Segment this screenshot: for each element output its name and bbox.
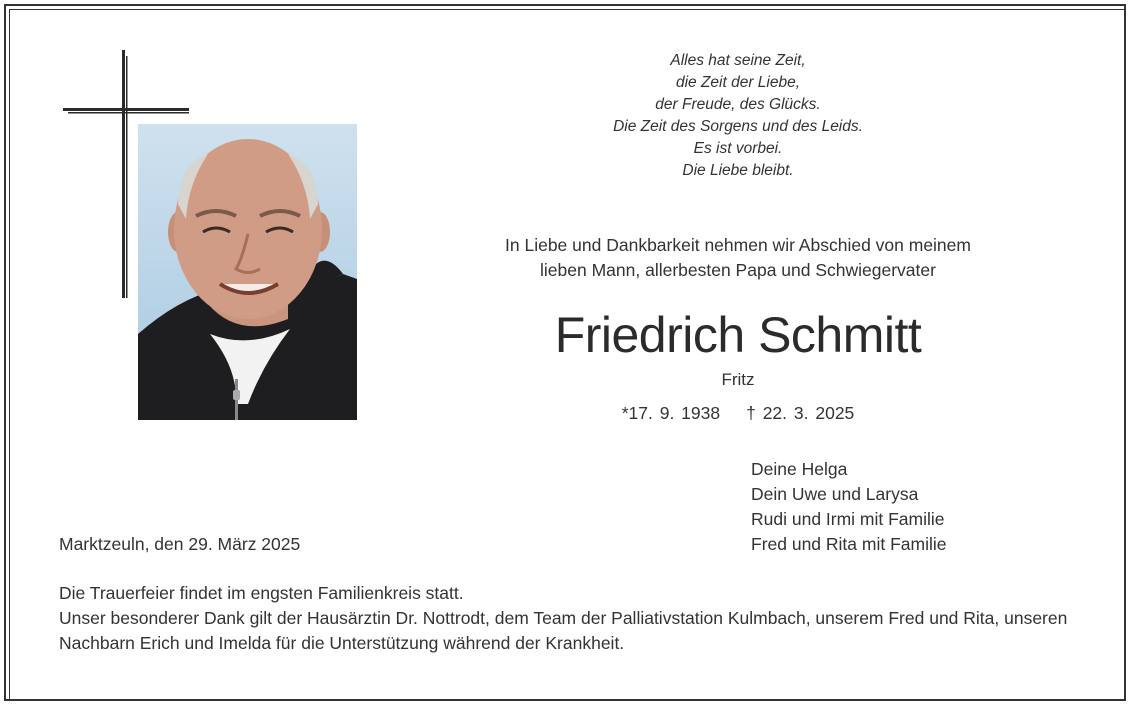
footer-text — [59, 581, 1099, 656]
portrait-illustration — [138, 124, 357, 420]
poem-line: der Freude, des Glücks. — [655, 96, 821, 113]
life-dates — [540, 401, 936, 425]
poem-line: die Zeit der Liebe, — [675, 74, 801, 91]
footer-line: Unser besonderer Dank gilt der Hausärztin Dr. Nottrodt, dem Team der Palliativstation Kulmbach, unserem Fred und Rita, unseren Nachbarn Erich und Imelda für die Unterstützung während der Krankheit. — [59, 608, 1068, 653]
deceased-name: Friedrich Schmitt — [554, 307, 922, 363]
intro-line: In Liebe und Dankbarkeit nehmen wir Abschied von meinem — [505, 235, 971, 255]
intro-text — [440, 233, 1036, 283]
mourner-item: Dein Uwe und Larysa — [751, 484, 919, 504]
mourner-item: Deine Helga — [751, 459, 848, 479]
mourner-item: Fred und Rita mit Familie — [751, 534, 947, 554]
mourners-list — [751, 457, 1081, 557]
portrait-photo — [138, 124, 357, 420]
birth-date: *17. 9. 1938 — [621, 403, 721, 423]
poem — [520, 50, 956, 182]
poem-line: Die Liebe bleibt. — [682, 162, 794, 179]
intro-line: lieben Mann, allerbesten Papa und Schwiegervater — [540, 260, 936, 280]
place-date: Marktzeuln, den 29. März 2025 — [59, 534, 301, 554]
deceased-nickname: Fritz — [721, 370, 755, 389]
mourner-item: Rudi und Irmi mit Familie — [751, 509, 945, 529]
poem-line: Alles hat seine Zeit, — [670, 52, 806, 69]
poem-line: Die Zeit des Sorgens und des Leids. — [613, 118, 863, 135]
footer-line: Die Trauerfeier findet im engsten Familienkreis statt. — [59, 583, 464, 603]
death-date: † 22. 3. 2025 — [746, 403, 855, 423]
poem-line: Es ist vorbei. — [693, 140, 783, 157]
